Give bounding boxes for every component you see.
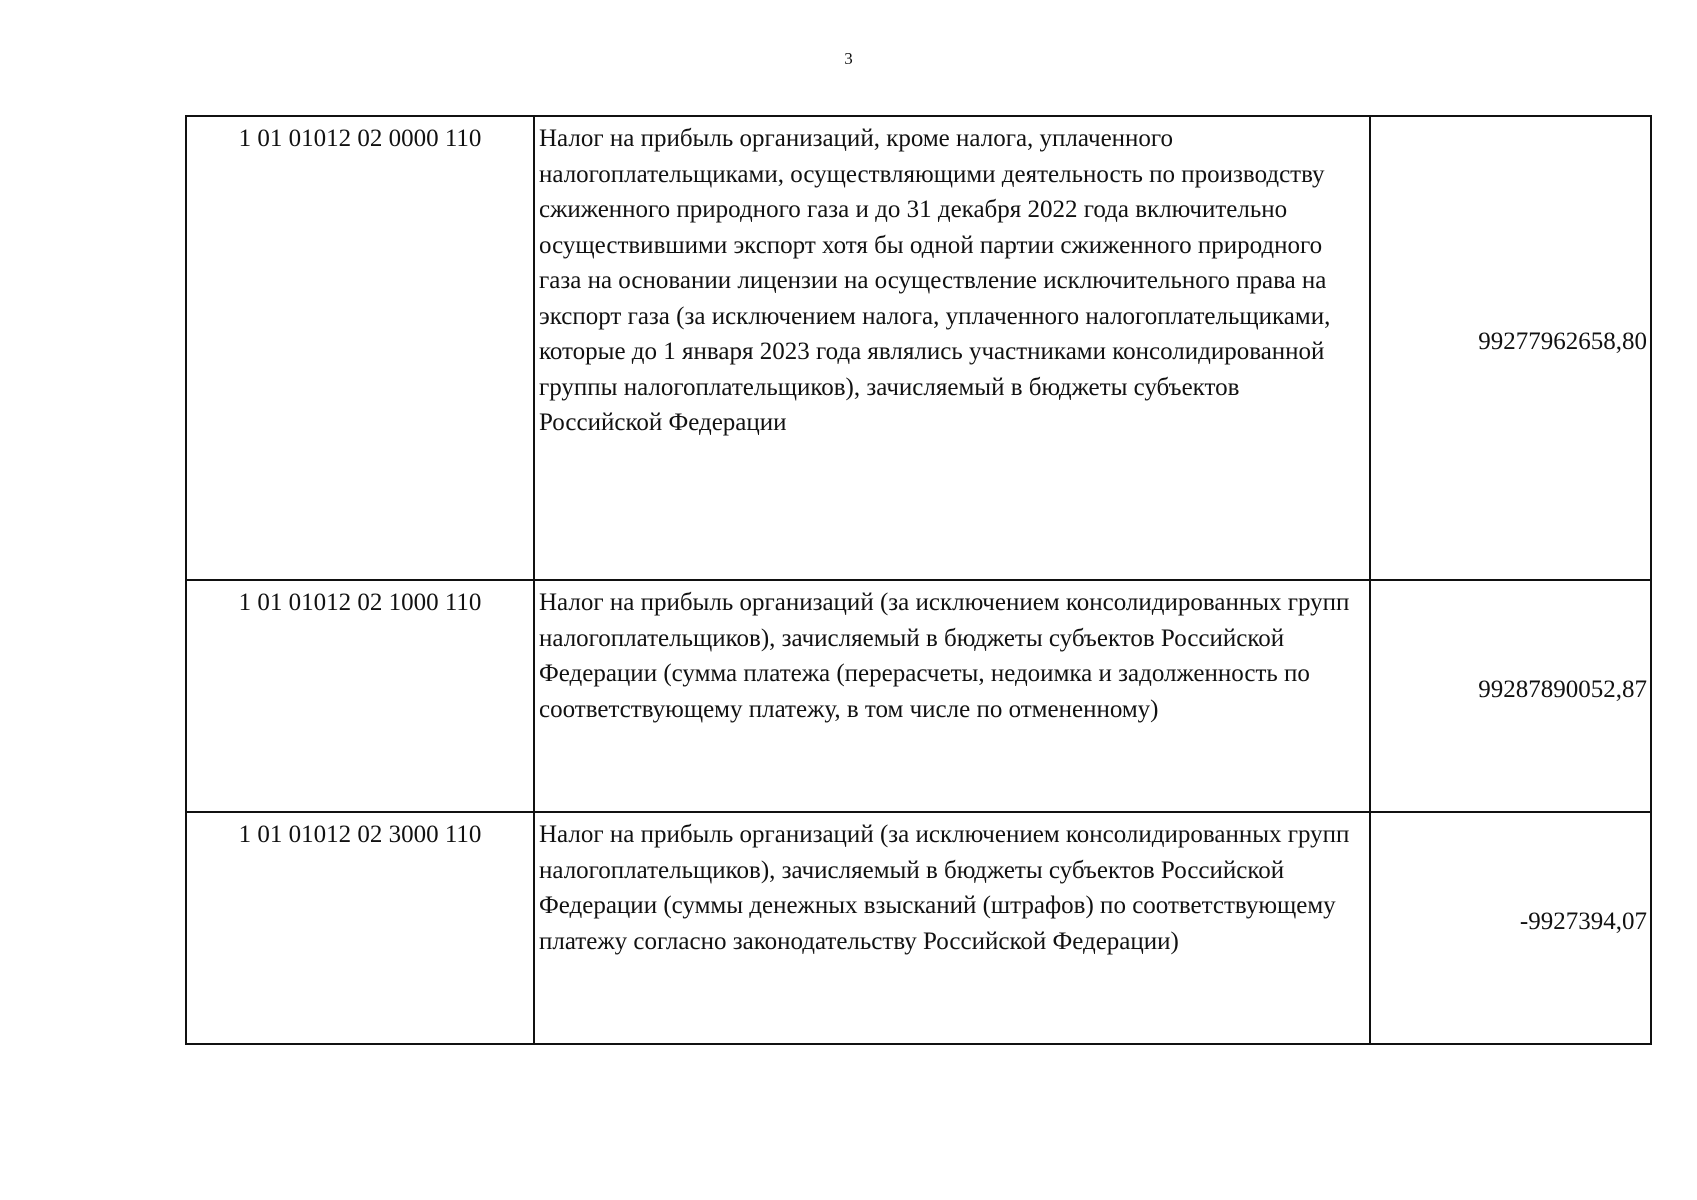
income-name-cell: Налог на прибыль организаций, кроме налога, уплаченного налогоплательщиками, осуществляющими деятельность по производству сжиженного природного газа и до 31 декабря 2022 года включительно осуществившими экспорт хотя бы одной партии сжиженного природного газа на основании лицензии на осуществление исключительного права на экспорт газа (за исключением налога, уплаченного налогоплательщиками, которые до 1 января 2023 года являлись участниками консолидированной группы налогоплательщиков), зачисляемый в бюджеты субъектов Российской Федерации	[534, 116, 1370, 580]
income-name-cell: Налог на прибыль организаций (за исключением консолидированных групп налогоплательщиков), зачисляемый в бюджеты субъектов Российской Федерации (суммы денежных взысканий (штрафов) по соответствующему платежу согласно законодательству Российской Федерации)	[534, 812, 1370, 1044]
page-number: 3	[844, 49, 853, 68]
amount-cell: 99277962658,80	[1370, 116, 1651, 580]
budget-code-cell: 1 01 01012 02 3000 110	[186, 812, 534, 1044]
table-row	[186, 580, 1651, 812]
budget-code-cell: 1 01 01012 02 0000 110	[186, 116, 534, 580]
budget-code-cell: 1 01 01012 02 1000 110	[186, 580, 534, 812]
budget-table	[185, 115, 1652, 1045]
amount-cell: -9927394,07	[1370, 812, 1651, 1044]
table-row	[186, 116, 1651, 580]
amount-cell: 99287890052,87	[1370, 580, 1651, 812]
income-name-cell: Налог на прибыль организаций (за исключением консолидированных групп налогоплательщиков), зачисляемый в бюджеты субъектов Российской Федерации (сумма платежа (перерасчеты, недоимка и задолженность по соответствующему платежу, в том числе по отмененному)	[534, 580, 1370, 812]
table-row	[186, 812, 1651, 1044]
